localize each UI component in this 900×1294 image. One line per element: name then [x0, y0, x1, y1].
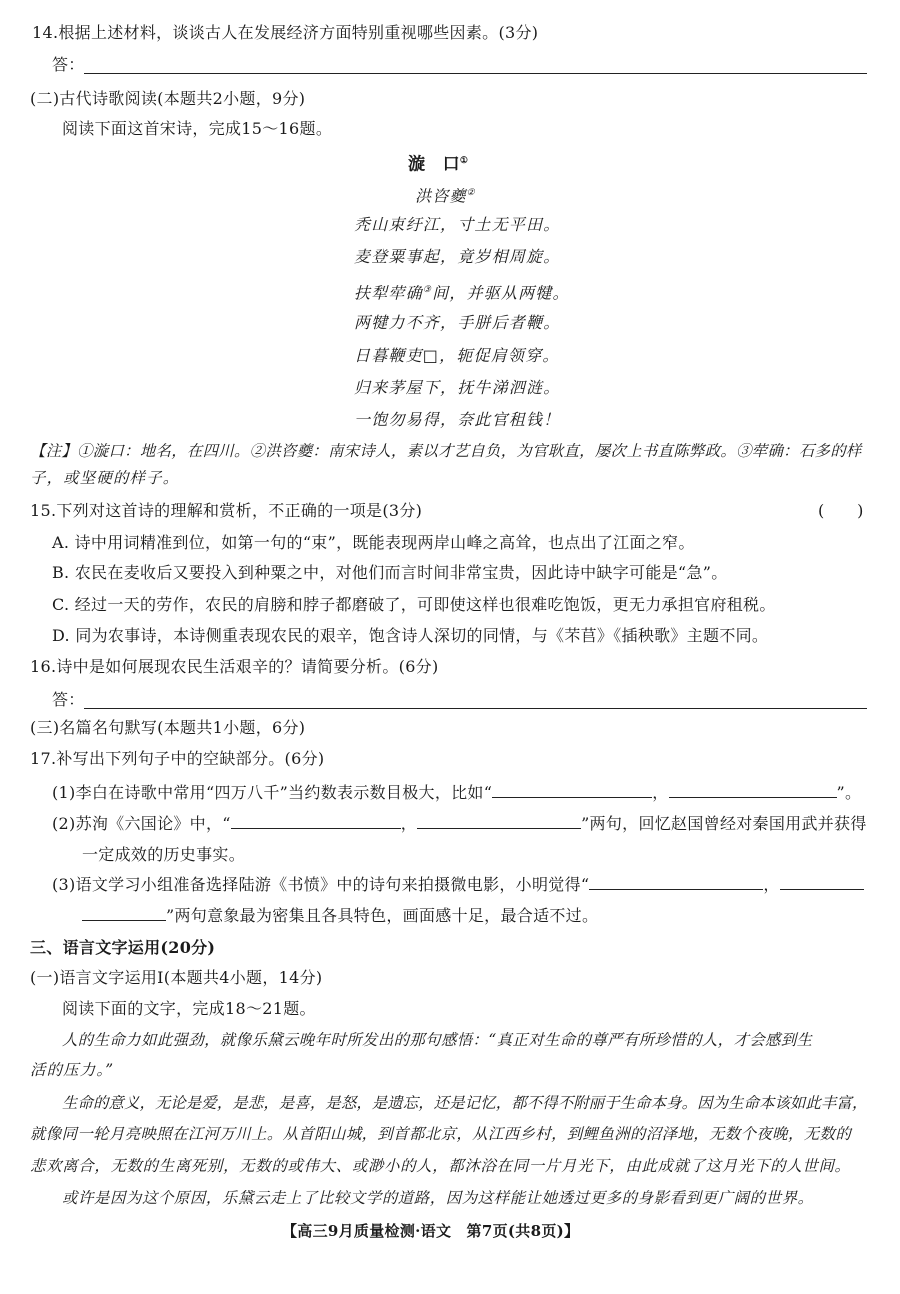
- question-16: 16.诗中是如何展现农民生活艰辛的？请简要分析。(6分): [30, 657, 439, 676]
- q17-part2: [52, 813, 867, 835]
- q17-part1: [52, 782, 861, 804]
- passage-line: 或许是因为这个原因，乐黛云走上了比较文学的道路，因为这样能让她透过更多的身影看到更广阔的世界。: [62, 1189, 814, 1207]
- question-15: 15.下列对这首诗的理解和赏析，不正确的一项是(3分): [30, 501, 423, 520]
- passage-line: 悲欢离合，无数的生离死别，无数的或伟大、或渺小的人，都沐浴在同一片月光下，由此成就了这月光下的人世间。: [30, 1157, 851, 1175]
- fill-blank[interactable]: [589, 875, 763, 890]
- poem-line: 日暮鞭吏□，轭促肩领穿。: [354, 346, 560, 365]
- q17-part1-text: (1)李白在诗歌中常用“四万八千”当约数表示数目极大，比如“: [52, 783, 493, 802]
- fill-blank[interactable]: [492, 783, 652, 798]
- question-14: 14.根据上述材料，谈谈古人在发展经济方面特别重视哪些因素。(3分): [32, 23, 539, 42]
- poem-line: [354, 279, 570, 304]
- q17-part3-text: (3)语文学习小组准备选择陆游《书愤》中的诗句来拍摄微电影，小明觉得“: [52, 875, 590, 894]
- q17-part3: [52, 874, 864, 896]
- option-c: C. 经过一天的劳作，农民的肩膀和脖子都磨破了，可即使这样也很难吃饱饭，更无力承担官府租税。: [52, 595, 776, 614]
- q17-sep: ，: [763, 875, 780, 894]
- passage-line: 人的生命力如此强劲，就像乐黛云晚年时所发出的那句感悟：“真正对生命的尊严有所珍惜的人，才会感到生: [62, 1031, 813, 1049]
- poem-line: 两犍力不齐，手胼后者鞭。: [354, 313, 561, 332]
- answer-paren-15[interactable]: ( ): [818, 501, 864, 520]
- fill-blank[interactable]: [780, 875, 864, 890]
- fill-blank[interactable]: [417, 814, 581, 829]
- option-a: A. 诗中用词精准到位，如第一句的“束”，既能表现两岸山峰之高耸，也点出了江面之窄。: [52, 533, 695, 552]
- answer-label-16: 答：: [52, 690, 85, 709]
- passage-intro: 阅读下面的文字，完成18～21题。: [62, 999, 316, 1018]
- poem-line: 麦登粟事起，竟岁相周旋。: [354, 247, 561, 266]
- poetry-intro: 阅读下面这首宋诗，完成15～16题。: [62, 119, 333, 138]
- poem-author: [415, 182, 476, 207]
- fill-blank[interactable]: [669, 783, 837, 798]
- subsection-heading: (一)语言文字运用Ⅰ(本题共4小题，14分): [30, 968, 323, 987]
- section-heading-poetry: (二)古代诗歌阅读(本题共2小题，9分): [30, 89, 306, 108]
- q17-sep: ，: [400, 814, 418, 833]
- poem-line: 秃山束纡江，寸土无平田。: [354, 215, 561, 234]
- page-footer: 【高三9月质量检测·语文 第7页(共8页)】: [282, 1222, 580, 1240]
- poem-title-text: 漩 口: [408, 154, 460, 175]
- poem-title: [408, 150, 468, 176]
- q17-part2-cont: 一定成效的历史事实。: [82, 845, 246, 864]
- passage-line: 活的压力。”: [30, 1061, 115, 1079]
- part-heading-language: 三、语言文字运用(20分): [30, 938, 216, 957]
- option-b: B. 农民在麦收后又要投入到种粟之中，对他们而言时间非常宝贵，因此诗中缺字可能是“急”。: [52, 563, 728, 582]
- poem-line-3-note: ③: [422, 285, 433, 295]
- answer-label-14: 答：: [52, 55, 85, 74]
- poem-author-text: 洪咨夔: [415, 186, 467, 206]
- poem-line-3-tail: 间，并驱从两犍。: [432, 283, 570, 303]
- question-17: 17.补写出下列句子中的空缺部分。(6分): [30, 749, 325, 768]
- poem-notes-line1: 【注】①漩口：地名，在四川。②洪咨夔：南宋诗人，素以才艺自负，为官耿直，屡次上书直陈弊政。③荦确：石多的样: [30, 442, 862, 460]
- poem-line: 一饱勿易得，奈此官租钱！: [354, 410, 561, 429]
- poem-title-note: ①: [459, 156, 469, 166]
- poem-author-note: ②: [466, 188, 476, 198]
- q17-part3-cont-text: ”两句意象最为密集且各具特色，画面感十足，最合适不过。: [166, 906, 599, 925]
- answer-line-14[interactable]: [84, 73, 867, 74]
- poem-line-3-head: 扶犁荦确: [354, 283, 423, 303]
- section-heading-dictation: (三)名篇名句默写(本题共1小题，6分): [30, 718, 306, 737]
- fill-blank[interactable]: [82, 906, 166, 921]
- q17-sep: ，: [652, 783, 669, 802]
- option-d: D. 同为农事诗，本诗侧重表现农民的艰辛，饱含诗人深切的同情，与《芣苢》《插秧歌》主题不同。: [52, 626, 769, 645]
- fill-blank[interactable]: [231, 814, 401, 829]
- q17-part2-end: ”两句，回忆赵国曾经对秦国用武并获得: [581, 814, 867, 833]
- q17-part1-end: ”。: [836, 783, 862, 802]
- answer-line-16[interactable]: [84, 708, 867, 709]
- q17-part2-text: (2)苏洵《六国论》中，“: [52, 814, 231, 833]
- passage-line: 生命的意义，无论是爱，是悲，是喜，是怒，是遗忘，还是记忆，都不得不附丽于生命本身。因为生命本该如此丰富，: [62, 1094, 868, 1112]
- poem-notes-line2: 子，或坚硬的样子。: [30, 469, 180, 487]
- passage-line: 就像同一轮月亮映照在江河万川上。从首阳山城，到首都北京，从江西乡村，到鲤鱼洲的沼泽地，无数个夜晚，无数的: [30, 1125, 852, 1143]
- poem-line: 归来茅屋下，抚牛涕泗涟。: [354, 378, 561, 397]
- q17-part3-cont: [82, 905, 598, 927]
